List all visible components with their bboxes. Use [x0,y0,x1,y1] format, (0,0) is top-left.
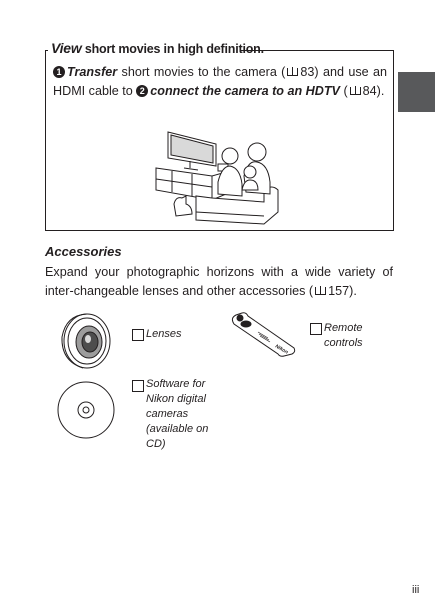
checkbox [310,323,322,335]
intro-ref: 157 [328,284,350,298]
remote-control-icon [228,310,298,358]
tv-viewing-illustration [152,124,282,226]
item-label-software: Software for Nikon digital cameras (available on CD) [146,378,209,450]
checkbox [132,329,144,341]
page-ref-icon [287,68,298,76]
intro-text: Expand your photographic horizons with a wide variety of inter-changeable lenses and other accessories ( [45,265,393,298]
intro-close: ). [349,284,357,298]
cd-icon [56,380,116,440]
step2-ref-open: ( [339,84,348,98]
box-title [51,40,264,56]
item-label-remote-controls: Remote controls [324,322,363,349]
page-number: iii [412,584,420,596]
accessories-intro [45,263,393,301]
lens-icon [56,311,112,371]
item-label-lenses: Lenses [146,328,182,340]
step2-ref: 84 [362,84,377,98]
box-top-rule [45,50,48,51]
box-title-emphasis: View [51,40,82,56]
step2-ref-close: ). [376,84,385,98]
box-title-rest: short movies in high definition. [81,42,264,56]
step2-action: connect the camera to an HDTV [150,84,340,98]
section-tab [398,72,435,112]
box-paragraph [53,63,387,101]
step-number-2: 2 [136,85,148,97]
step1-ref: 83 [300,65,315,79]
step1-action: Transfer [67,65,118,79]
section-heading: Accessories [45,244,122,259]
checkbox [132,380,144,392]
step1-tail: ) and use an HDMI cable to [53,65,387,98]
remote-brand-text: Nikon [274,343,290,356]
step-number-1: 1 [53,66,65,78]
page-ref-icon [315,287,326,295]
page-ref-icon [350,87,361,95]
step1-text: short movies to the camera ( [117,65,286,79]
